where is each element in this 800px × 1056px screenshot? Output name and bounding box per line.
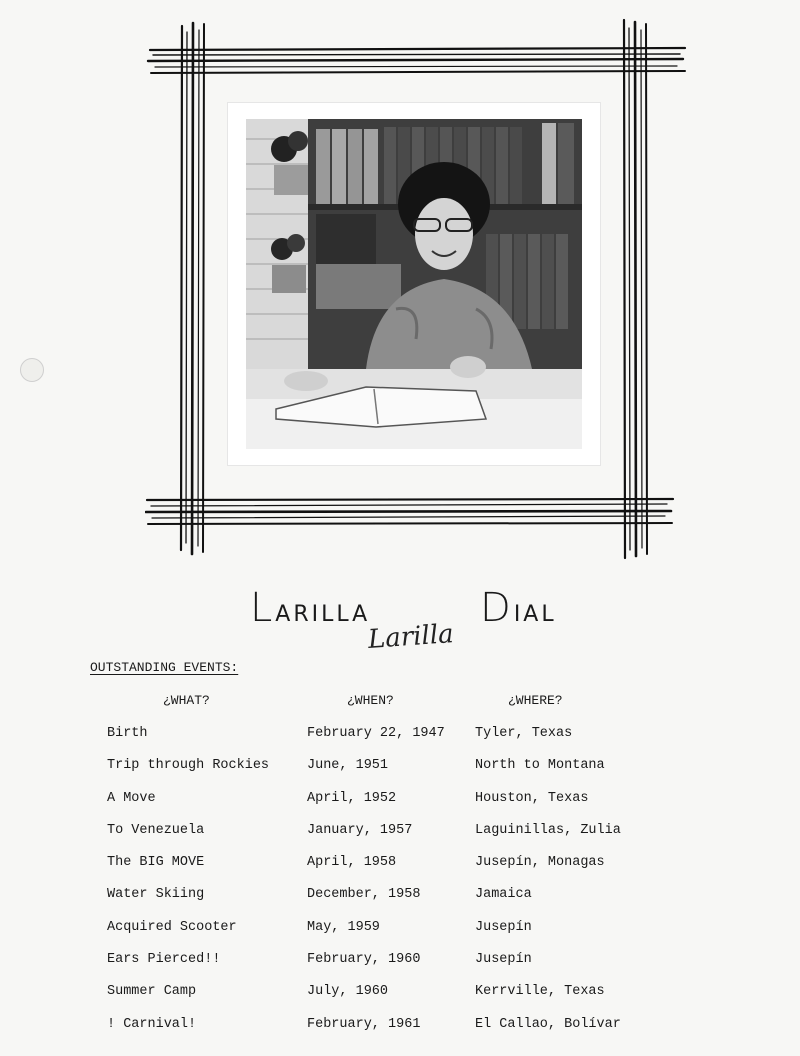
event-what: Acquired Scooter bbox=[107, 919, 237, 935]
event-when: February, 1961 bbox=[307, 1016, 421, 1032]
event-what: The BIG MOVE bbox=[107, 855, 205, 871]
event-row bbox=[0, 984, 800, 1016]
event-what: Birth bbox=[107, 726, 148, 741]
column-header-what: ¿WHAT? bbox=[163, 693, 210, 708]
binder-hole bbox=[20, 358, 44, 382]
event-where: Jusepín, Monagas bbox=[475, 855, 605, 871]
event-when: June, 1951 bbox=[307, 758, 389, 774]
event-row bbox=[0, 726, 800, 758]
event-row bbox=[0, 791, 800, 823]
event-where: Jusepín bbox=[475, 919, 532, 935]
event-what: To Venezuela bbox=[107, 822, 205, 838]
portrait-image bbox=[246, 119, 582, 449]
event-where: Jamaica bbox=[475, 887, 532, 903]
event-when: July, 1960 bbox=[307, 984, 389, 1000]
event-row bbox=[0, 952, 800, 984]
event-row bbox=[0, 887, 800, 919]
event-where: Houston, Texas bbox=[475, 790, 589, 806]
event-row bbox=[0, 758, 800, 790]
event-what: A Move bbox=[107, 790, 156, 806]
portrait-photo bbox=[228, 103, 600, 465]
event-where: El Callao, Bolívar bbox=[475, 1016, 621, 1032]
event-where: North to Montana bbox=[475, 758, 605, 774]
signature: Larilla bbox=[367, 619, 455, 655]
last-name: DIAL bbox=[480, 585, 557, 631]
event-when: April, 1952 bbox=[307, 790, 397, 806]
event-row bbox=[0, 920, 800, 952]
event-where: Laguinillas, Zulia bbox=[475, 822, 621, 838]
event-when: February, 1960 bbox=[307, 952, 421, 968]
events-heading: OUTSTANDING EVENTS: bbox=[90, 660, 239, 675]
student-name bbox=[250, 585, 590, 631]
event-where: Tyler, Texas bbox=[475, 726, 573, 741]
column-header-when: ¿WHEN? bbox=[347, 693, 394, 708]
event-what: Summer Camp bbox=[107, 984, 197, 1000]
event-row bbox=[0, 823, 800, 855]
event-where: Jusepín bbox=[475, 952, 532, 968]
first-name: LARILLA bbox=[250, 585, 371, 631]
event-when: December, 1958 bbox=[307, 887, 421, 903]
event-row bbox=[0, 855, 800, 887]
event-what: Water Skiing bbox=[107, 887, 205, 903]
event-where: Kerrville, Texas bbox=[475, 984, 605, 1000]
event-when: May, 1959 bbox=[307, 919, 380, 935]
event-when: January, 1957 bbox=[307, 822, 413, 838]
event-row bbox=[0, 1017, 800, 1049]
event-when: February 22, 1947 bbox=[307, 726, 445, 741]
column-header-where: ¿WHERE? bbox=[508, 693, 563, 708]
event-what: Ears Pierced!! bbox=[107, 952, 221, 968]
events-list bbox=[0, 726, 800, 1049]
event-what: Trip through Rockies bbox=[107, 758, 270, 774]
event-when: April, 1958 bbox=[307, 855, 397, 871]
event-what: ! Carnival! bbox=[107, 1016, 197, 1032]
desk-with-book bbox=[246, 356, 582, 449]
